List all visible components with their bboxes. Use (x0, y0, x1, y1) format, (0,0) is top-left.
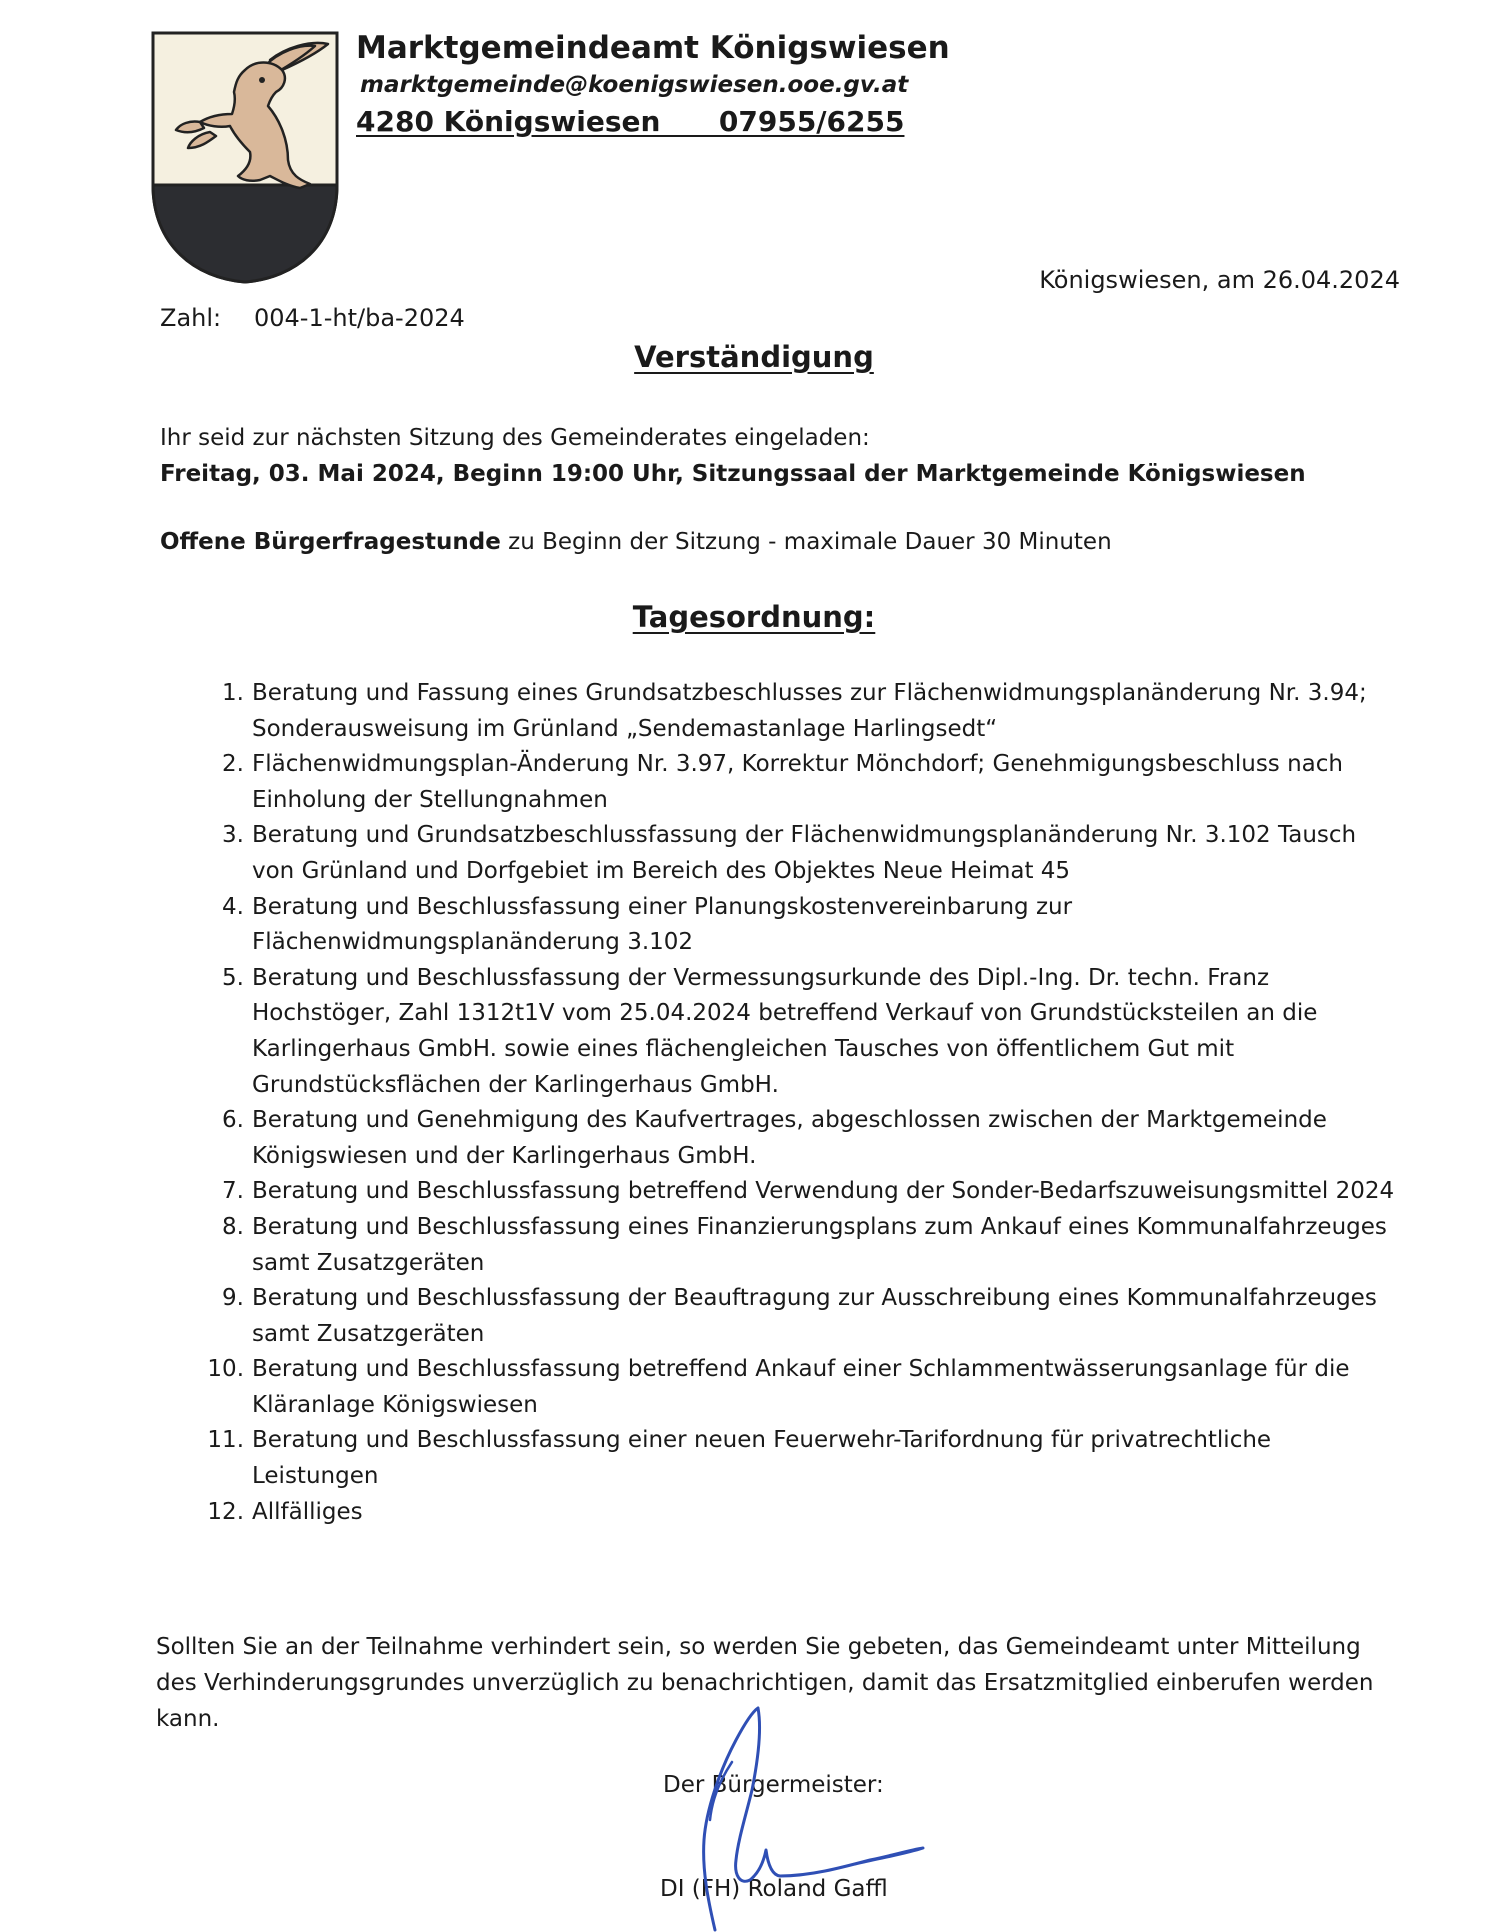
agenda-item-text: Beratung und Genehmigung des Kaufvertrages, abgeschlossen zwischen der Marktgemeinde Königswiesen und der Karlingerhaus GmbH. (252, 1107, 1327, 1169)
agenda-item (200, 1174, 1400, 1210)
agenda-title: Tagesordnung: (632, 600, 876, 634)
agenda-item (200, 676, 1400, 747)
agenda-item-number: 12. (207, 1498, 244, 1525)
agenda-item-text: Beratung und Beschlussfassung der Vermessungsurkunde des Dipl.-Ing. Dr. techn. Franz Hochstöger, Zahl 1312t1V vom 25.04.2024 betreffend Verkauf von Grundstücksteilen an die Karlingerhaus GmbH. sowie eines flächengleichen Tausches von öffentlichem Gut mit Grundstücksflächen der Karlingerhaus GmbH. (252, 964, 1318, 1098)
agenda-item-text: Beratung und Beschlussfassung einer neuen Feuerwehr-Tarifordnung für privatrechtliche Leistungen (252, 1427, 1272, 1490)
agenda-item (200, 1281, 1400, 1352)
agenda-item (200, 1352, 1400, 1423)
agenda-item-text: Beratung und Beschlussfassung betreffend Verwendung der Sonder-Bedarfszuweisungsmittel 2024 (252, 1178, 1395, 1205)
signatory-role: Der Bürgermeister: (663, 1772, 884, 1798)
public-question-label: Offene Bürgerfragestunde (160, 529, 501, 555)
closing-paragraph: Sollten Sie an der Teilnahme verhindert sein, so werden Sie gebeten, das Gemeindeamt unter Mitteilung des Verhinderungsgrundes unverzüglich zu benachrichtigen, damit das Ersatzmitglied einberufen werden kann. (156, 1634, 1374, 1732)
meeting-details: Freitag, 03. Mai 2024, Beginn 19:00 Uhr, Sitzungssaal der Marktgemeinde Königswiesen (160, 461, 1306, 487)
organization-email[interactable]: marktgemeinde@koenigswiesen.ooe.gv.at (360, 72, 909, 98)
document-title: Verständigung (634, 340, 874, 374)
reference-value: 004-1-ht/ba-2024 (254, 304, 465, 332)
letterhead (356, 28, 950, 142)
agenda-item-number: 2. (222, 751, 244, 778)
agenda-item (200, 1103, 1400, 1174)
reference-label: Zahl: (160, 304, 222, 332)
agenda-item-number: 3. (222, 822, 244, 849)
agenda-item (200, 890, 1400, 961)
agenda-item-text: Beratung und Beschlussfassung eines Finanzierungsplans zum Ankauf eines Kommunalfahrzeuges samt Zusatzgeräten (252, 1213, 1387, 1276)
agenda-item-number: 9. (222, 1285, 244, 1312)
invitation-line: Ihr seid zur nächsten Sitzung des Gemeinderates eingeladen: (160, 425, 870, 451)
agenda-item (200, 961, 1400, 1103)
agenda-item-number: 1. (222, 680, 244, 706)
handwritten-signature (640, 1700, 930, 1932)
agenda-item-text: Beratung und Fassung eines Grundsatzbeschlusses zur Flächenwidmungsplanänderung Nr. 3.94; Sonderausweisung im Grünland „Sendemastanlage Harlingsedt“ (252, 680, 1367, 742)
invitation-text (160, 420, 1306, 492)
public-question-text: zu Beginn der Sitzung - maximale Dauer 30 Minuten (500, 529, 1112, 555)
agenda-item-number: 4. (222, 893, 244, 920)
agenda-item-number: 10. (207, 1356, 244, 1383)
organization-address-phone: 4280 Königswiesen 07955/6255 (356, 105, 905, 138)
agenda-item-text: Flächenwidmungsplan-Änderung Nr. 3.97, Korrektur Mönchdorf; Genehmigungsbeschluss nach Einholung der Stellungnahmen (252, 751, 1343, 813)
agenda-item (200, 747, 1400, 818)
agenda-item-number: 6. (222, 1107, 244, 1134)
agenda-item-number: 5. (222, 964, 244, 991)
signatory-name: DI (FH) Roland Gaffl (660, 1876, 888, 1902)
agenda-item-number: 11. (207, 1427, 244, 1454)
coat-of-arms-logo (150, 30, 340, 285)
agenda-item-text: Beratung und Beschlussfassung einer Planungskostenvereinbarung zur Flächenwidmungsplanänderung 3.102 (252, 893, 1073, 956)
document-date: Königswiesen, am 26.04.2024 (1039, 266, 1400, 294)
agenda-item-number: 8. (222, 1213, 244, 1240)
agenda-item (200, 1495, 1400, 1531)
reference-number (160, 304, 465, 332)
agenda-item-text: Beratung und Beschlussfassung betreffend Ankauf einer Schlammentwässerungsanlage für die Kläranlage Königswiesen (252, 1356, 1350, 1418)
agenda-item-text: Beratung und Beschlussfassung der Beauftragung zur Ausschreibung eines Kommunalfahrzeuges samt Zusatzgeräten (252, 1285, 1377, 1347)
organization-name: Marktgemeindeamt Königswiesen (356, 30, 950, 66)
agenda-item-text: Beratung und Grundsatzbeschlussfassung der Flächenwidmungsplanänderung Nr. 3.102 Tausch von Grünland und Dorfgebiet im Bereich des Objektes Neue Heimat 45 (252, 822, 1357, 884)
agenda-list (200, 676, 1400, 1530)
public-question-hour (160, 524, 1112, 560)
agenda-item (200, 818, 1400, 889)
agenda-item-number: 7. (222, 1178, 244, 1205)
agenda-item (200, 1423, 1400, 1494)
agenda-item-text: Allfälliges (252, 1498, 363, 1525)
agenda-item (200, 1210, 1400, 1281)
